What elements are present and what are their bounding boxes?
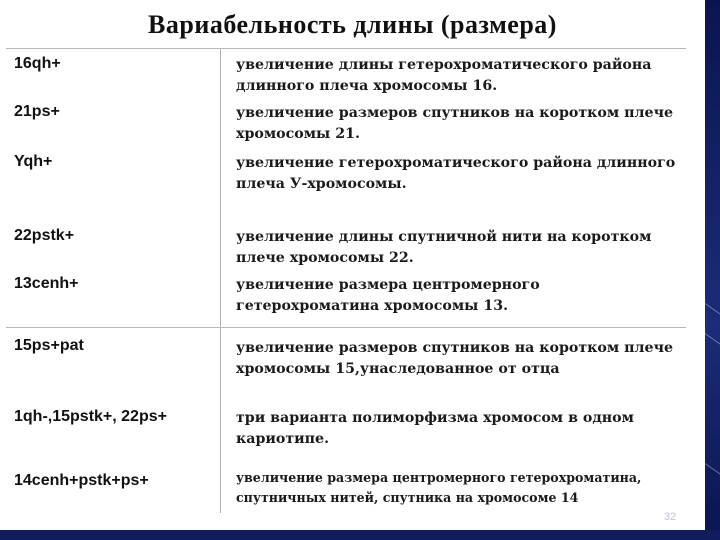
variant-code-2: 21ps+: [14, 103, 60, 120]
variant-code-1: 16qh+: [14, 55, 61, 72]
slide-title: Вариабельность длины (размера): [148, 10, 557, 39]
decorative-side-band: [705, 0, 720, 540]
variant-code-5: 13cenh+: [14, 275, 79, 292]
variant-code-6: 15ps+pat: [14, 337, 84, 354]
variant-desc-5: увеличение размера центромерного гетерохроматина хромосомы 13.: [236, 277, 540, 314]
variant-code-4: 22pstk+: [14, 227, 75, 244]
table-top-border: [6, 48, 686, 49]
variant-desc-4: увеличение длины спутничной нити на коротком плече хромосомы 22.: [236, 229, 652, 266]
page-number: 32: [664, 511, 677, 523]
variant-desc-7: три варианта полиморфизма хромосом в одном кариотипе.: [236, 410, 634, 447]
variant-desc-8: увеличение размера центромерного гетерохроматина, спутничных нитей, спутника на хромосоме 14: [236, 470, 642, 505]
variant-desc-6: увеличение размеров спутников на коротком плече хромосомы 15,унаследованное от отца: [236, 340, 673, 377]
variant-code-3: Yqh+: [14, 153, 53, 170]
column-divider: [220, 48, 221, 513]
variant-code-7: 1qh-,15pstk+, 22ps+: [14, 408, 167, 425]
decorative-bottom-bar: [0, 530, 720, 540]
variant-code-8: 14cenh+pstk+ps+: [14, 472, 149, 489]
variant-desc-1: увеличение длины гетерохроматического района длинного плеча хромосомы 16.: [236, 57, 652, 94]
variant-desc-3: увеличение гетерохроматического района длинного плеча У-хромосомы.: [236, 155, 676, 192]
variant-desc-2: увеличение размеров спутников на коротком плече хромосомы 21.: [236, 105, 673, 142]
row-separator: [6, 327, 686, 328]
